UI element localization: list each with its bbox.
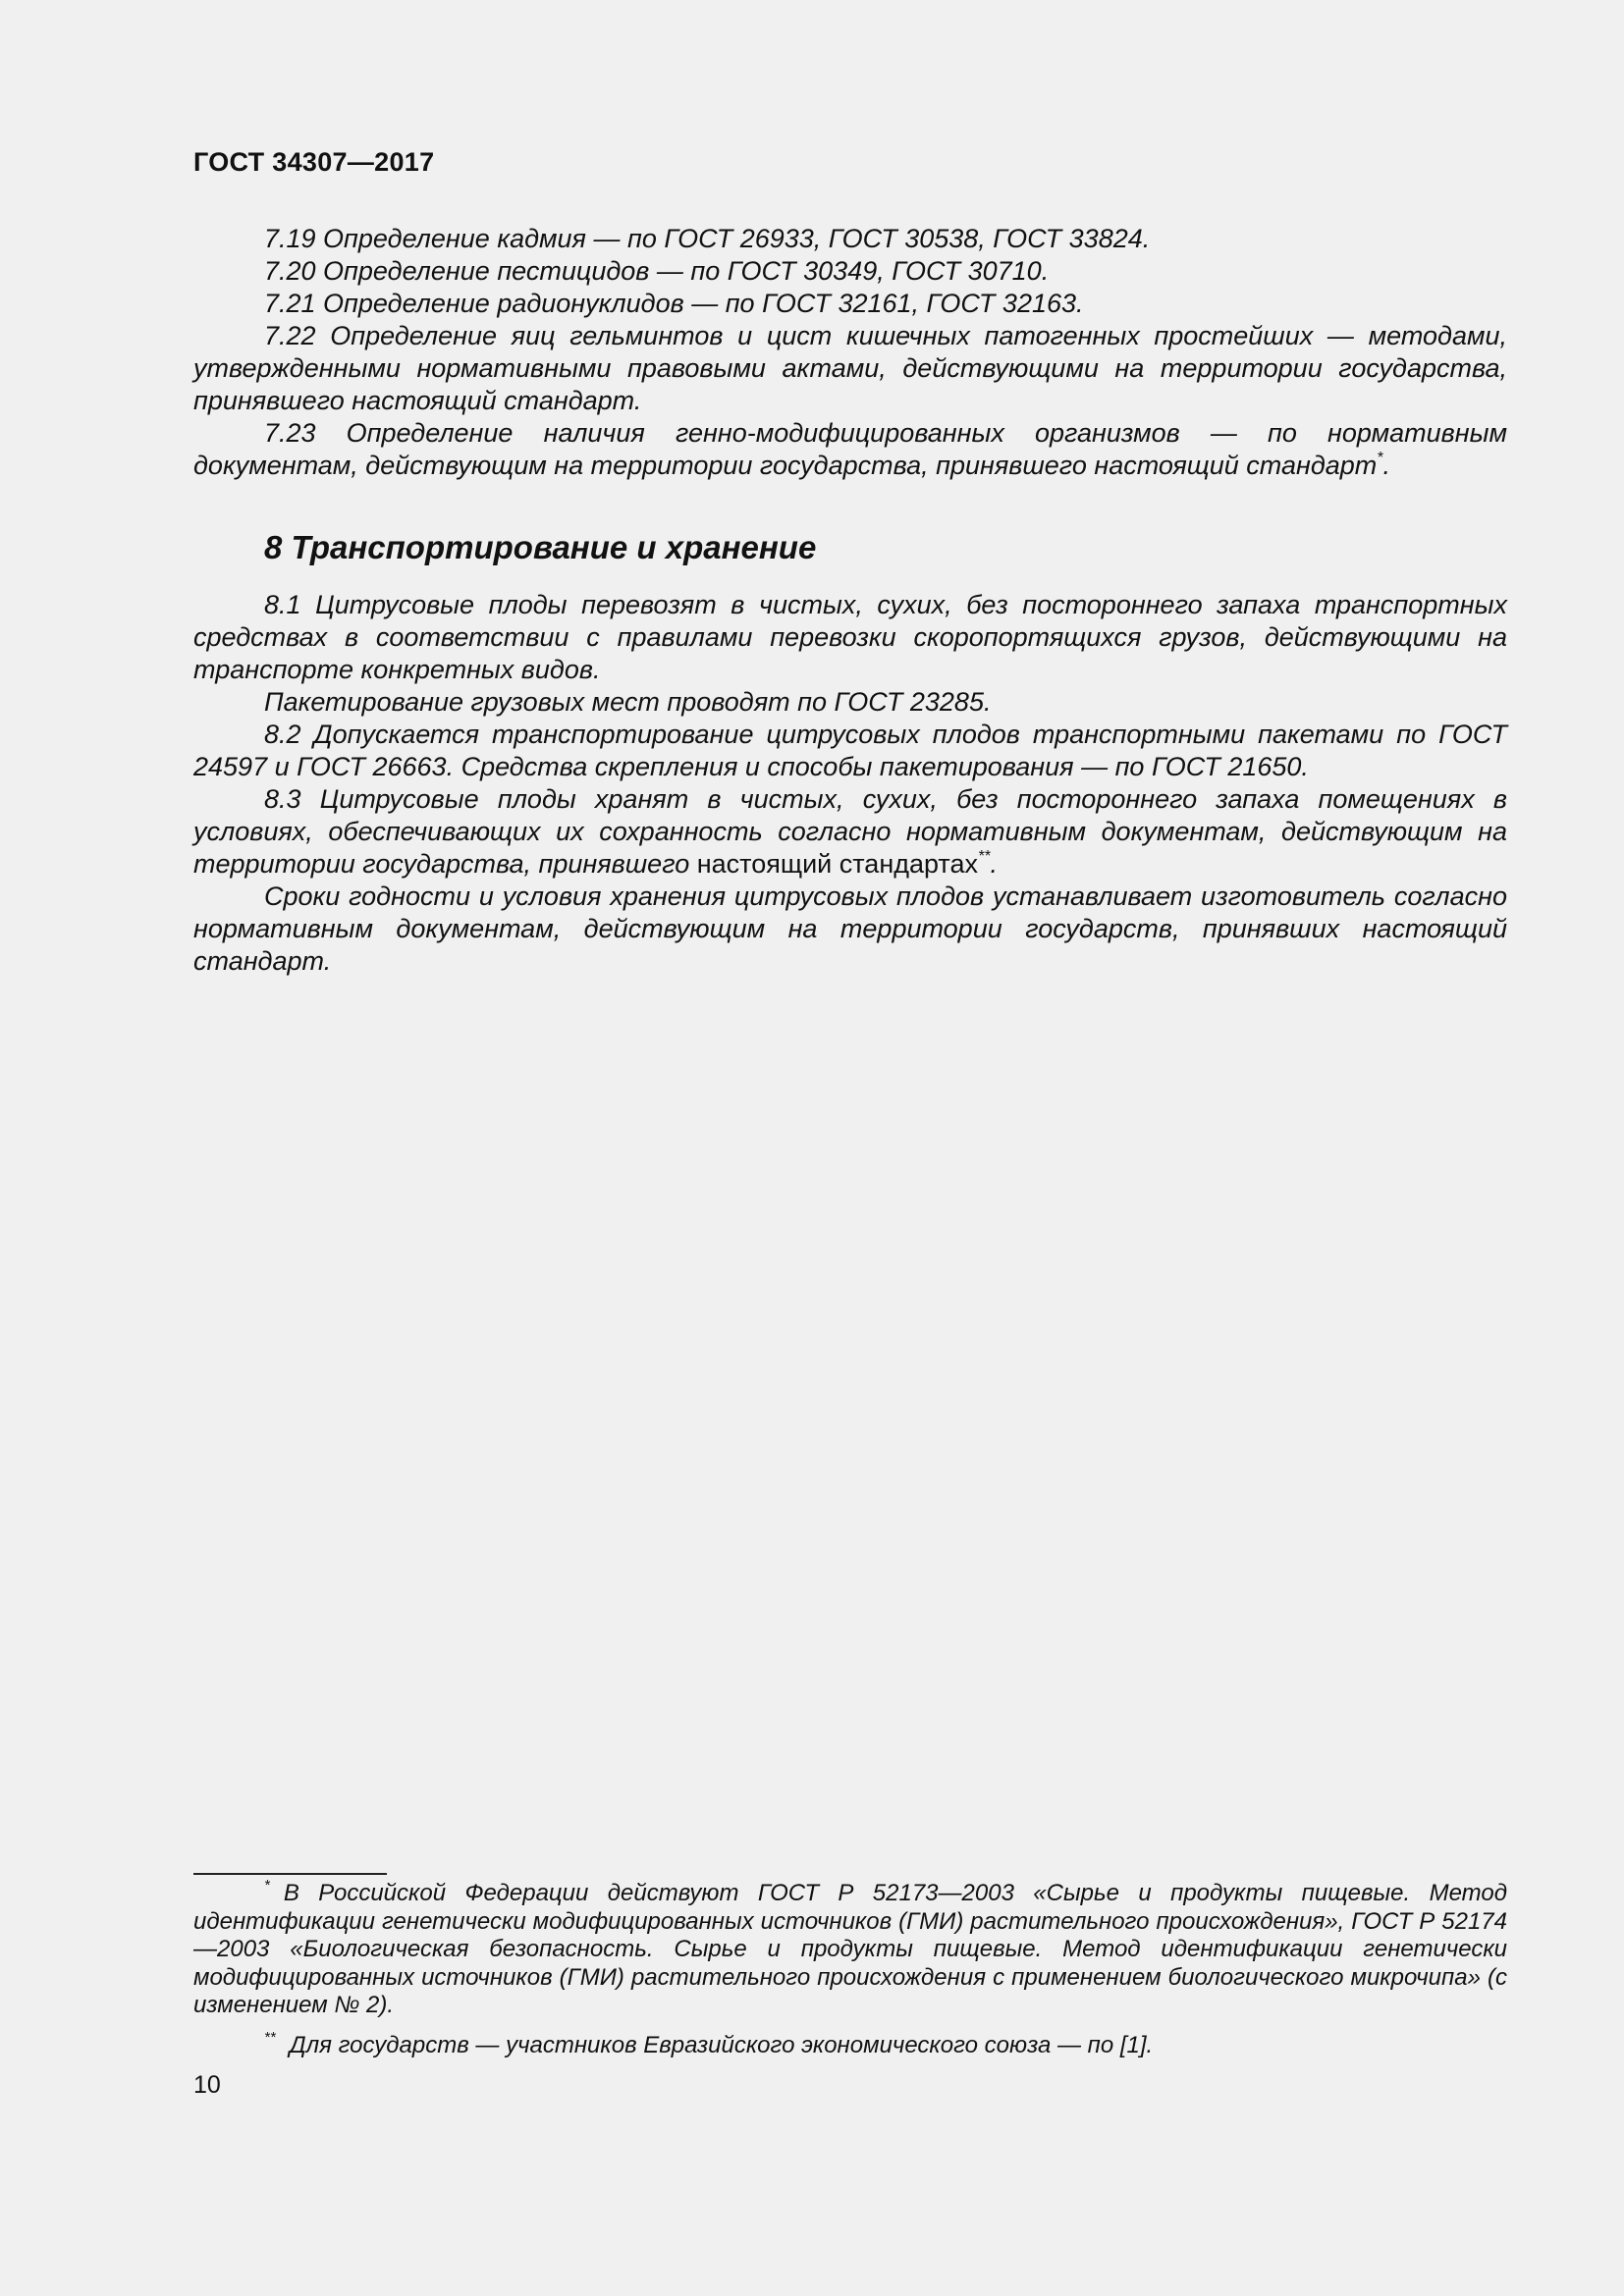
footnotes (193, 1877, 1507, 2059)
paragraph-8-3-end: . (990, 849, 998, 879)
footnote-2-mark: ** (264, 2028, 276, 2046)
paragraph-7-22: 7.22 Определение яиц гельминтов и цист кишечных патогенных простейших — методами, утвержденными нормативными правовыми актами, действующими на территории государства, принявшего настоящий стандарт. (193, 321, 1507, 415)
paragraph-7-19: 7.19 Определение кадмия — по ГОСТ 26933, ГОСТ 30538, ГОСТ 33824. (264, 224, 1151, 253)
footnote-divider (193, 1873, 387, 1875)
footnote-1-mark: * (264, 1877, 270, 1894)
footnote-ref-2: ** (978, 848, 991, 865)
footnote-2-text: Для государств — участников Евразийского экономического союза — по [1]. (289, 2031, 1154, 2058)
paragraph-8-3-b: Сроки годности и условия хранения цитрусовых плодов устанавливает изготовитель согласно нормативным документам, действующим на территории государств, принявших настоящий стандарт. (193, 881, 1507, 976)
paragraph-7-20: 7.20 Определение пестицидов — по ГОСТ 30349, ГОСТ 30710. (264, 256, 1050, 286)
paragraph-8-2: 8.2 Допускается транспортирование цитрусовых плодов транспортными пакетами по ГОСТ 24597 и ГОСТ 26663. Средства скрепления и способы пакетирования — по ГОСТ 21650. (193, 720, 1507, 781)
paragraph-8-3-upright: настоящий стандартах (689, 849, 979, 879)
paragraph-8-1-b: Пакетирование грузовых мест проводят по ГОСТ 23285. (264, 687, 992, 717)
page-number: 10 (193, 2071, 221, 2099)
paragraph-7-21: 7.21 Определение радионуклидов — по ГОСТ 32161, ГОСТ 32163. (264, 289, 1084, 318)
footnote-2 (193, 2028, 1507, 2060)
section-7-paragraphs (193, 223, 1507, 482)
paragraph-7-23-end: . (1382, 451, 1391, 480)
paragraph-8-3-text: 8.3 Цитрусовые плоды хранят в чистых, сухих, без постороннего запаха помещениях в условиях, обеспечивающих их сохранность согласно нормативным документам, действующим на территории государства, принявшего (193, 784, 1507, 879)
section-8-paragraphs (193, 589, 1507, 978)
footnote-ref-1: * (1377, 450, 1383, 466)
paragraph-8-3 (193, 783, 1507, 881)
section-8-title: 8 Транспортирование и хранение (264, 529, 817, 565)
paragraph-7-23 (193, 417, 1507, 482)
footnote-1-text: В Российской Федерации действуют ГОСТ Р 52173—2003 «Сырье и продукты пищевые. Метод идентификации генетически модифицированных источников (ГМИ) растительного происхождения», ГОСТ Р 52174—2003 «Биологическая безопасность. Сырье и продукты пищевые. Метод идентификации генетически модифицированных источников (ГМИ) растительного происхождения с применением биологического микрочипа» (с изменением № 2). (193, 1880, 1507, 2018)
footnote-1 (193, 1877, 1507, 2020)
document-header: ГОСТ 34307—2017 (193, 147, 435, 177)
paragraph-8-1: 8.1 Цитрусовые плоды перевозят в чистых, сухих, без постороннего запаха транспортных средствах в соответствии с правилами перевозки скоропортящихся грузов, действующими на транспорте конкретных видов. (193, 590, 1507, 684)
paragraph-7-23-text: 7.23 Определение наличия генно-модифицированных организмов — по нормативным документам, действующим на территории государства, принявшего настоящий стандарт (193, 418, 1507, 480)
